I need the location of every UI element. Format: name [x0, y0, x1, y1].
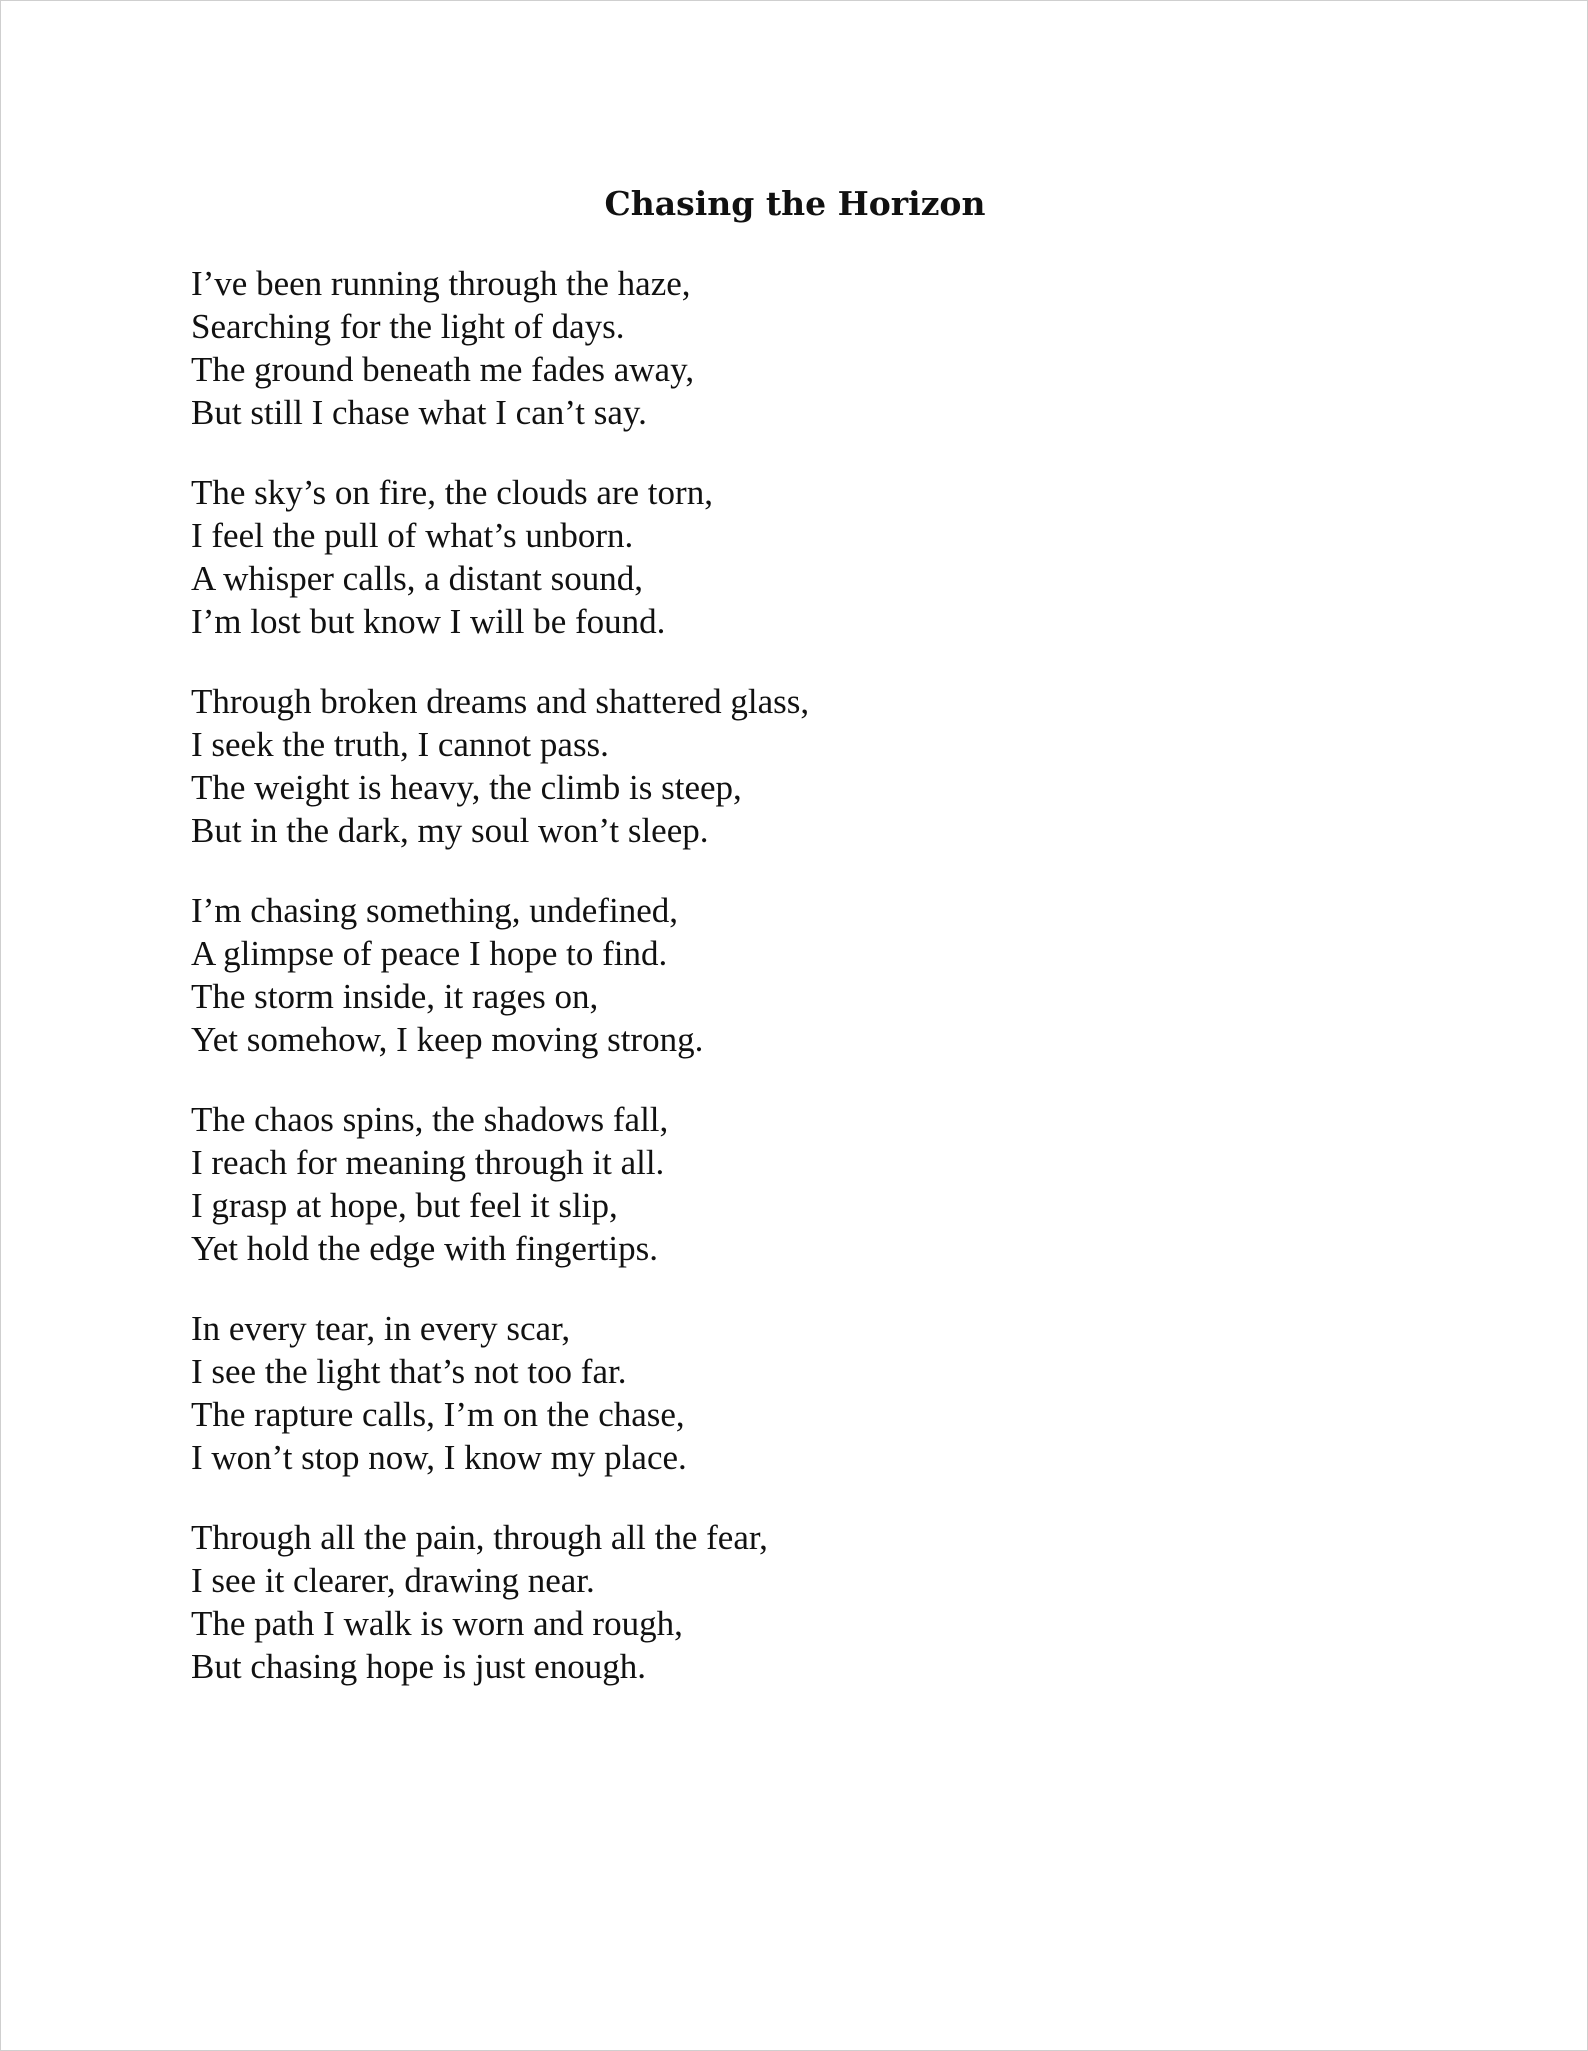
poem-line: I grasp at hope, but feel it slip,: [191, 1186, 618, 1225]
stanza: [191, 889, 1391, 1061]
poem-line: I’ve been running through the haze,: [191, 264, 691, 303]
poem-line: In every tear, in every scar,: [191, 1309, 571, 1348]
poem-line: A whisper calls, a distant sound,: [191, 559, 644, 598]
poem-line: Through all the pain, through all the fear,: [191, 1518, 768, 1557]
poem-line: But still I chase what I can’t say.: [191, 393, 647, 432]
poem-line: I see the light that’s not too far.: [191, 1352, 627, 1391]
poem-line: The path I walk is worn and rough,: [191, 1604, 683, 1643]
stanza: [191, 262, 1391, 434]
poem-body: [191, 262, 1391, 1725]
poem-line: But in the dark, my soul won’t sleep.: [191, 811, 709, 850]
poem-line: I’m chasing something, undefined,: [191, 891, 678, 930]
poem-line: I reach for meaning through it all.: [191, 1143, 665, 1182]
poem-line: The chaos spins, the shadows fall,: [191, 1100, 669, 1139]
poem-line: I won’t stop now, I know my place.: [191, 1438, 687, 1477]
stanza: [191, 1307, 1391, 1479]
poem-line: Through broken dreams and shattered glass,: [191, 682, 810, 721]
poem-line: The rapture calls, I’m on the chase,: [191, 1395, 685, 1434]
poem-line: Searching for the light of days.: [191, 307, 625, 346]
stanza: [191, 1098, 1391, 1270]
poem-line: The sky’s on fire, the clouds are torn,: [191, 473, 713, 512]
poem-line: A glimpse of peace I hope to find.: [191, 934, 668, 973]
poem-line: I seek the truth, I cannot pass.: [191, 725, 609, 764]
poem-line: But chasing hope is just enough.: [191, 1647, 646, 1686]
poem-line: I’m lost but know I will be found.: [191, 602, 666, 641]
poem-line: The storm inside, it rages on,: [191, 977, 599, 1016]
stanza: [191, 680, 1391, 852]
stanza: [191, 471, 1391, 643]
poem-title: Chasing the Horizon: [604, 184, 986, 223]
stanza: [191, 1516, 1391, 1688]
poem-line: Yet hold the edge with fingertips.: [191, 1229, 658, 1268]
poem-line: The weight is heavy, the climb is steep,: [191, 768, 742, 807]
poem-line: I see it clearer, drawing near.: [191, 1561, 595, 1600]
poem-line: The ground beneath me fades away,: [191, 350, 695, 389]
poem-line: Yet somehow, I keep moving strong.: [191, 1020, 704, 1059]
poem-line: I feel the pull of what’s unborn.: [191, 516, 634, 555]
